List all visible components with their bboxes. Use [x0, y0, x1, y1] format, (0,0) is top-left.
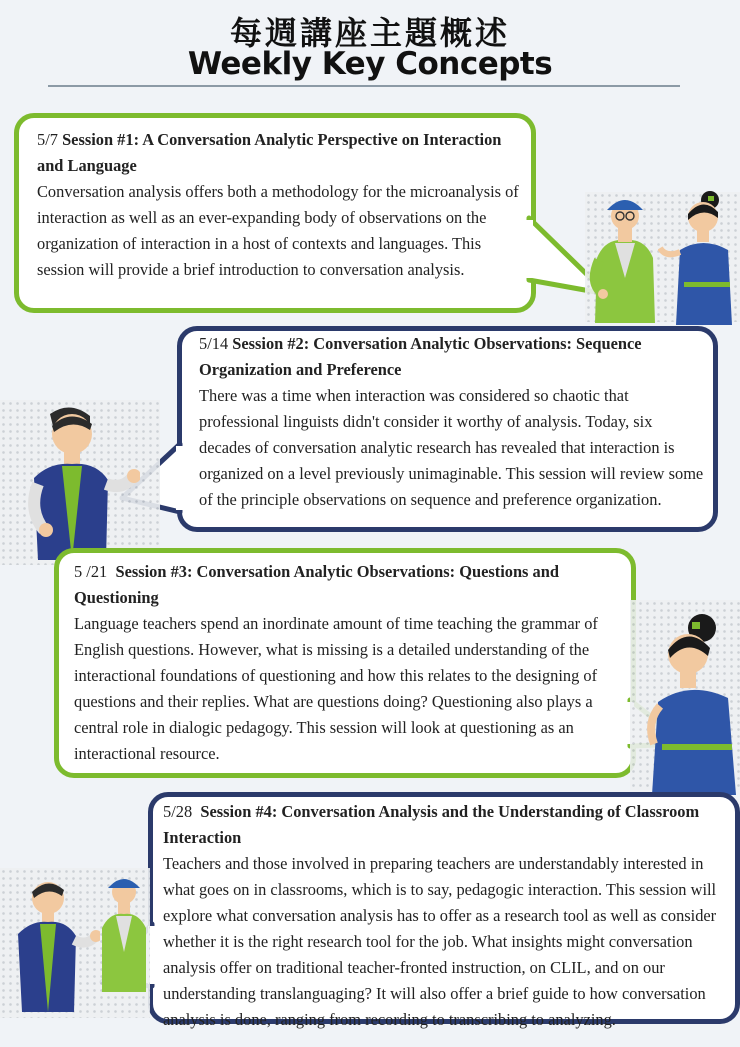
session-4-body: Teachers and those involved in preparing teachers are understandably interested in what goes on in classrooms, which is to say, pedagogic interaction. This session will explore what conversation analysis has to offer as a research tool as well as consider whether it is the right research tool for the job. What insights might conversation analysis offer on traditional teacher-fronted instruction, on CLIL, and on our understanding translanguaging? It will also offer a brief guide to how conversation analysis is done, ranging from recording to transcribing to analyzing.: [163, 854, 717, 1029]
session-2-title: Session #2: Conversation Analytic Observations: Sequence Organization and Preference: [199, 334, 642, 379]
session-2-text: [199, 331, 707, 513]
session-2-date: 5/14: [199, 334, 229, 353]
session-3-date: 5 /21: [74, 562, 108, 581]
session-4-title: Session #4: Conversation Analysis and the Understanding of Classroom Interaction: [163, 802, 700, 847]
session-3-text: [74, 559, 626, 767]
session-1-date: 5/7: [37, 130, 58, 149]
session-4-date: 5/28: [163, 802, 193, 821]
page-title-english: Weekly Key Concepts: [187, 46, 553, 82]
title-divider: [48, 85, 680, 87]
woman-in-blue-dress-illustration: [658, 190, 738, 325]
session-2-body: There was a time when interaction was considered so chaotic that professional linguists didn't consider it worthy of analysis. Today, six decades of conversation analytic research has revealed that interaction is organized on a level previously unimaginable. This session will review some of the principle observations on sequence and preference organization.: [199, 386, 704, 509]
man-in-vest-illustration: [0, 872, 100, 1017]
session-3-title: Session #3: Conversation Analytic Observations: Questions and Questioning: [74, 562, 559, 607]
woman-in-blue-dress-illustration: [632, 610, 740, 795]
page-title-chinese: 每週講座主題概述: [229, 14, 510, 52]
session-3-body: Language teachers spend an inordinate amount of time teaching the grammar of English questions. However, what is missing is a detailed understanding of the interactional foundations of questioning and how this relates to the designing of questions and their replies. What are questions doing? Questioning also plays a central role in dialogic pedagogy. This session will look at questioning as an interactional resource.: [74, 614, 598, 763]
man-with-cap-illustration: [96, 872, 152, 992]
man-with-cap-illustration: [585, 188, 665, 323]
session-1-body: Conversation analysis offers both a methodology for the microanalysis of interaction as well as an ever-expanding body of observations on the organization of interaction in a host of contexts and languages. This session will provide a brief introduction to conversation analysis.: [37, 182, 519, 279]
man-in-vest-illustration: [10, 400, 140, 565]
session-1-title: Session #1: A Conversation Analytic Perspective on Interaction and Language: [37, 130, 502, 175]
session-1-text: [37, 127, 527, 283]
session-4-text: [163, 799, 737, 1033]
